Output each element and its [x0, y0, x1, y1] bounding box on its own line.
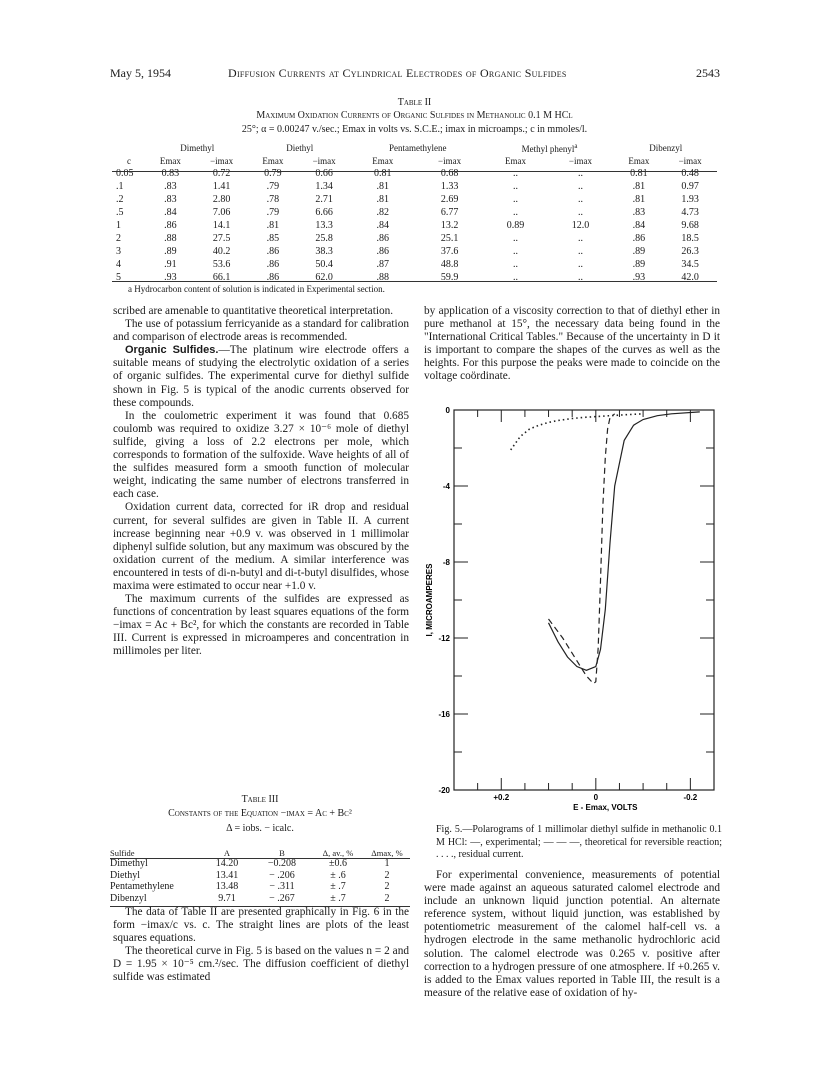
- table-row: [112, 245, 717, 258]
- paragraph: The maximum currents of the sulfides are expressed as functions of concentration by least squares equations of the form −imax = Ac + Bc², for which the constants are recorded in Table III. Current is expressed in microamperes and concentration in millimoles per liter.: [113, 593, 409, 658]
- table-row: [112, 219, 717, 232]
- table-cell: 34.5: [681, 259, 699, 270]
- paragraph: The theoretical curve in Fig. 5 is based on the values n = 2 and D = 1.95 × 10⁻⁵ cm.²/sec. The diffusion coefficient of diethyl sulfide was estimated: [113, 945, 409, 984]
- table-cell: ..: [577, 233, 583, 244]
- table-cell: ..: [577, 194, 583, 205]
- x-tick-label: 0: [593, 793, 599, 802]
- paragraph: by application of a viscosity correction to that of diethyl ether in pure methanol at 15°, the necessary data being found in the "International Critical Tables." Because of the uncertainty in D it is important to compare the shapes of the curves as well as the heights. For this purpose the peaks were made to coincide on the voltage coördinate.: [424, 305, 720, 383]
- y-tick-label: -20: [438, 786, 450, 795]
- header-imax: −imax: [312, 155, 336, 166]
- header-page-number: 2543: [696, 66, 720, 80]
- group-dimethyl: Dimethyl: [180, 142, 215, 153]
- table-cell: 6.66: [315, 207, 333, 218]
- paragraph: The data of Table II are presented graphically in Fig. 6 in the form −imax/c vs. c. The straight lines are plots of the least squares equations.: [113, 906, 409, 945]
- table-cell: 25.1: [440, 233, 459, 244]
- table-cell: .82: [376, 207, 389, 218]
- y-tick-label: -4: [442, 482, 450, 491]
- header-c: c: [127, 155, 131, 166]
- x-tick-label: -0.2: [683, 793, 698, 802]
- table3-header-rule: [110, 858, 410, 859]
- table-cell: .81: [376, 181, 389, 192]
- header-imax: −imax: [438, 155, 462, 166]
- table-cell: ..: [577, 246, 583, 257]
- table-cell: Dibenzyl: [110, 892, 147, 904]
- table-cell: 27.5: [212, 233, 231, 244]
- table-cell: 2: [384, 881, 390, 893]
- table-cell: .2: [116, 194, 124, 205]
- table-cell: .84: [164, 207, 177, 218]
- table-cell: .88: [164, 233, 177, 244]
- table-cell: .87: [376, 259, 389, 270]
- running-header: [110, 66, 720, 82]
- table-cell: ± .7: [330, 881, 346, 893]
- table-cell: ..: [577, 207, 583, 218]
- table-cell: ..: [513, 246, 518, 257]
- table-cell: 5: [116, 272, 121, 283]
- header-imax: −imax: [678, 155, 702, 166]
- table-cell: 37.6: [440, 246, 459, 257]
- table-row: [110, 881, 410, 893]
- y-axis-label: I, MICROAMPERES: [425, 563, 434, 637]
- header-a: A: [223, 848, 231, 858]
- table-cell: 48.8: [440, 259, 459, 270]
- group-methyl-phenyl: Methyl phenyl$^a$: [521, 142, 578, 154]
- header-emax: Emax: [159, 155, 181, 166]
- table-row: [112, 167, 717, 180]
- table-cell: 2: [116, 233, 121, 244]
- table2-bottom-rule: [112, 281, 717, 282]
- table-cell: .83: [632, 207, 646, 218]
- table-cell: 50.4: [315, 259, 333, 270]
- table-cell: ..: [513, 194, 518, 205]
- header-date: May 5, 1954: [110, 66, 171, 80]
- header-imax: −imax: [210, 155, 234, 166]
- table-cell: Diethyl: [110, 869, 140, 881]
- table-row: [112, 180, 717, 193]
- group-dibenzyl: Dibenzyl: [649, 142, 683, 153]
- table2-label: Table II: [397, 97, 432, 108]
- table-row: [112, 258, 717, 271]
- table-cell: ..: [513, 181, 518, 192]
- table-cell: .86: [266, 272, 280, 283]
- table-cell: .88: [376, 272, 389, 283]
- table2: [112, 142, 717, 284]
- table-cell: − .206: [269, 869, 295, 881]
- right-column: [424, 305, 720, 384]
- figure5-chart: [424, 395, 724, 812]
- table-cell: 59.9: [440, 272, 459, 283]
- table-cell: 0.66: [315, 168, 333, 179]
- table-cell: 1.93: [681, 194, 699, 205]
- table-cell: − .267: [269, 892, 295, 904]
- table3-label: Table III: [241, 794, 279, 805]
- table-cell: .89: [164, 246, 177, 257]
- table-cell: 0.68: [440, 168, 459, 179]
- table-cell: ..: [513, 168, 518, 179]
- table-cell: 7.06: [212, 207, 231, 218]
- right-column-continued: [424, 869, 720, 1000]
- table-cell: ±0.6: [329, 858, 347, 870]
- header-emax: Emax: [262, 155, 284, 166]
- table-cell: Dimethyl: [110, 858, 148, 870]
- table-cell: .83: [164, 181, 177, 192]
- table-row: [110, 858, 410, 870]
- paragraph: Oxidation current data, corrected for iR drop and residual current, for several sulfides are given in Table II. A current increase beginning near +0.9 v. was observed in 1 millimolar diphenyl sulfide solution, but any maximum was obscured by the oxidation current of the medium. A similar interference was encountered in tests of di-n-butyl and di-t-butyl disulfides, whose maxima were estimated to occur near +1.0 v.: [113, 501, 409, 592]
- table-cell: 1.34: [315, 181, 333, 192]
- table-cell: ..: [577, 259, 583, 270]
- table-cell: .1: [116, 181, 124, 192]
- table-row: [112, 193, 717, 206]
- table-row: [110, 893, 410, 905]
- table-cell: 1: [116, 220, 121, 231]
- table-cell: 6.77: [440, 207, 459, 218]
- table-cell: 2: [384, 892, 390, 904]
- table-cell: ..: [513, 207, 518, 218]
- table2-subheader-row: [112, 154, 717, 167]
- table-cell: 38.3: [315, 246, 333, 257]
- paragraph: scribed are amenable to quantitative theoretical interpretation.: [113, 305, 394, 317]
- table-cell: ..: [513, 259, 518, 270]
- table-cell: .86: [266, 259, 280, 270]
- table-cell: ..: [577, 168, 583, 179]
- figure5-caption: Fig. 5.—Polarograms of 1 millimolar diethyl sulfide in methanolic 0.1 M HCl: —, experimental; — — —, theoretical for reversible reaction; . . . ., residual current.: [436, 824, 722, 860]
- table-cell: .83: [164, 194, 177, 205]
- table-cell: 13.48: [215, 881, 239, 893]
- table3-header-row: [110, 836, 410, 858]
- table-cell: .89: [632, 259, 646, 270]
- table-cell: 14.1: [212, 220, 231, 231]
- table-cell: .81: [632, 181, 646, 192]
- table2-footnote: a Hydrocarbon content of solution is indicated in Experimental section.: [128, 284, 385, 294]
- table-cell: .84: [376, 220, 389, 231]
- table-cell: .93: [632, 272, 646, 283]
- plot-frame: [454, 410, 714, 790]
- left-column: [113, 305, 409, 659]
- table-cell: 0.48: [681, 168, 699, 179]
- header-imax: −imax: [568, 155, 592, 166]
- table3-title: Constants of the Equation −imax = Ac + Bc²: [168, 808, 352, 819]
- table-cell: Pentamethylene: [110, 881, 174, 893]
- table-cell: 2.80: [212, 194, 231, 205]
- table-cell: 3: [116, 246, 121, 257]
- table2-conditions: 25°; α = 0.00247 v./sec.; Emax in volts vs. S.C.E.; imax in microamps.; c in mmoles/l.: [241, 124, 588, 135]
- table2-group-row: [112, 142, 717, 154]
- table-cell: ± .7: [330, 892, 346, 904]
- table-row: [112, 271, 717, 284]
- table-cell: 14.20: [215, 858, 239, 870]
- table-cell: .84: [632, 220, 646, 231]
- table-cell: 26.3: [681, 246, 699, 257]
- table-cell: .86: [632, 233, 646, 244]
- table-cell: 1.33: [440, 181, 459, 192]
- table-cell: .81: [376, 194, 389, 205]
- x-axis-label: E - Emax, VOLTS: [573, 803, 638, 812]
- header-emax: Emax: [505, 155, 526, 166]
- table-cell: 0.81: [374, 168, 392, 179]
- table-cell: .79: [266, 207, 280, 218]
- table-cell: − .311: [269, 881, 295, 893]
- header-b: B: [279, 848, 285, 858]
- table-cell: .89: [632, 246, 646, 257]
- table-cell: 1.41: [212, 181, 231, 192]
- y-tick-label: -12: [438, 634, 450, 643]
- table-cell: ..: [577, 181, 583, 192]
- table-cell: .81: [266, 220, 280, 231]
- table-cell: .5: [116, 207, 124, 218]
- table-cell: 42.0: [681, 272, 699, 283]
- header-emax: Emax: [628, 155, 650, 166]
- table-row: [112, 232, 717, 245]
- table-cell: ..: [513, 272, 518, 283]
- table-cell: 2: [384, 869, 390, 881]
- experimental-curve: [549, 412, 700, 670]
- table-cell: 53.6: [212, 259, 231, 270]
- table-cell: 40.2: [212, 246, 231, 257]
- table3-body: [110, 858, 410, 904]
- table2-header-rule: [112, 171, 717, 172]
- table-cell: .91: [164, 259, 177, 270]
- table-cell: 0.72: [212, 168, 231, 179]
- header-delta-av: Δ, av., %: [322, 848, 354, 858]
- paragraph: For experimental convenience, measurements of potential were made against an aqueous saturated calomel electrode and include an unknown liquid junction potential. An alternate reference system, without liquid junction, was established by potentiometric measurement of the calomel half-cell vs. a hydrogen electrode in the same methanolic hydrochloric acid solution. The calomel electrode was 0.265 v. positive after correction to a hydrogen pressure of one atmosphere. If +0.265 v. is added to the Emax values reported in Table III, the result is a measure of the relative ease of oxidation of hy-: [424, 869, 720, 999]
- paragraph: The use of potassium ferricyanide as a standard for calibration and comparison of electrode areas is recommended.: [113, 318, 409, 344]
- table-cell: 0.97: [681, 181, 699, 192]
- table-cell: 18.5: [681, 233, 699, 244]
- table-cell: 62.0: [315, 272, 333, 283]
- table-cell: 2.69: [440, 194, 459, 205]
- table-cell: 0.81: [630, 168, 648, 179]
- table-cell: 13.3: [315, 220, 333, 231]
- table-cell: 4.73: [681, 207, 699, 218]
- table-row: [110, 870, 410, 882]
- header-delta-max: Δmax, %: [371, 848, 403, 858]
- header-emax: Emax: [372, 155, 394, 166]
- y-tick-label: -8: [442, 558, 450, 567]
- table-cell: .93: [164, 272, 177, 283]
- table3-delta-definition: Δ = iobs. − icalc.: [226, 823, 294, 834]
- table-cell: 13.2: [440, 220, 459, 231]
- y-tick-label: 0: [445, 406, 450, 415]
- table-cell: 0.79: [264, 168, 282, 179]
- header-title: Diffusion Currents at Cylindrical Electrodes of Organic Sulfides: [228, 66, 567, 80]
- table-cell: 13.41: [215, 869, 239, 881]
- table-cell: .81: [632, 194, 646, 205]
- paragraph: Organic Sulfides.—The platinum wire electrode offers a suitable means of studying the electrolytic oxidation of a series of organic sulfides. The experimental curve for diethyl sulfide shown in Fig. 5 is typical of the anodic currents observed for these compounds.: [113, 344, 410, 409]
- table-row: [112, 206, 717, 219]
- table-cell: ..: [513, 233, 518, 244]
- paragraph: In the coulometric experiment it was found that 0.685 coulomb was required to oxidize 3.27 × 10⁻⁶ mole of diethyl sulfide, giving a loss of 2.2 electrons per mole, which corresponds to formation of the sulfoxide. Wave heights of all of the sulfides measured form a smooth function of molecular weight, indicating the same number of electrons transferred in each case.: [113, 409, 409, 501]
- table-cell: .86: [376, 233, 389, 244]
- table-cell: ± .6: [330, 869, 346, 881]
- table2-title: Maximum Oxidation Currents of Organic Sulfides in Methanolic 0.1 M HCl: [256, 110, 573, 121]
- table-cell: 0.83: [161, 168, 180, 179]
- table-cell: 0.89: [506, 220, 525, 231]
- table-cell: −0.208: [267, 858, 297, 870]
- y-tick-label: -16: [438, 710, 450, 719]
- table-cell: .78: [266, 194, 280, 205]
- table-cell: 1: [384, 858, 390, 870]
- x-tick-label: +0.2: [493, 793, 510, 802]
- left-column-continued: [113, 906, 409, 985]
- table-cell: .86: [164, 220, 177, 231]
- group-pentamethylene: Pentamethylene: [389, 142, 447, 153]
- table-cell: 2.71: [315, 194, 333, 205]
- table-cell: 12.0: [571, 220, 590, 231]
- section-heading: Organic Sulfides.: [125, 344, 219, 357]
- table-cell: .79: [266, 181, 280, 192]
- table2-body: [112, 167, 717, 284]
- table-cell: .86: [376, 246, 389, 257]
- table-cell: .86: [266, 246, 280, 257]
- group-diethyl: Diethyl: [286, 142, 314, 153]
- table-cell: 4: [116, 259, 121, 270]
- header-sulfide: Sulfide: [110, 848, 135, 858]
- table-cell: ..: [577, 272, 583, 283]
- table-cell: .85: [266, 233, 280, 244]
- table-cell: 9.71: [218, 892, 236, 904]
- table-cell: 0.05: [116, 168, 134, 179]
- table3: [110, 836, 410, 904]
- table-cell: 9.68: [681, 220, 699, 231]
- table-cell: 66.1: [212, 272, 231, 283]
- table-cell: 25.8: [315, 233, 333, 244]
